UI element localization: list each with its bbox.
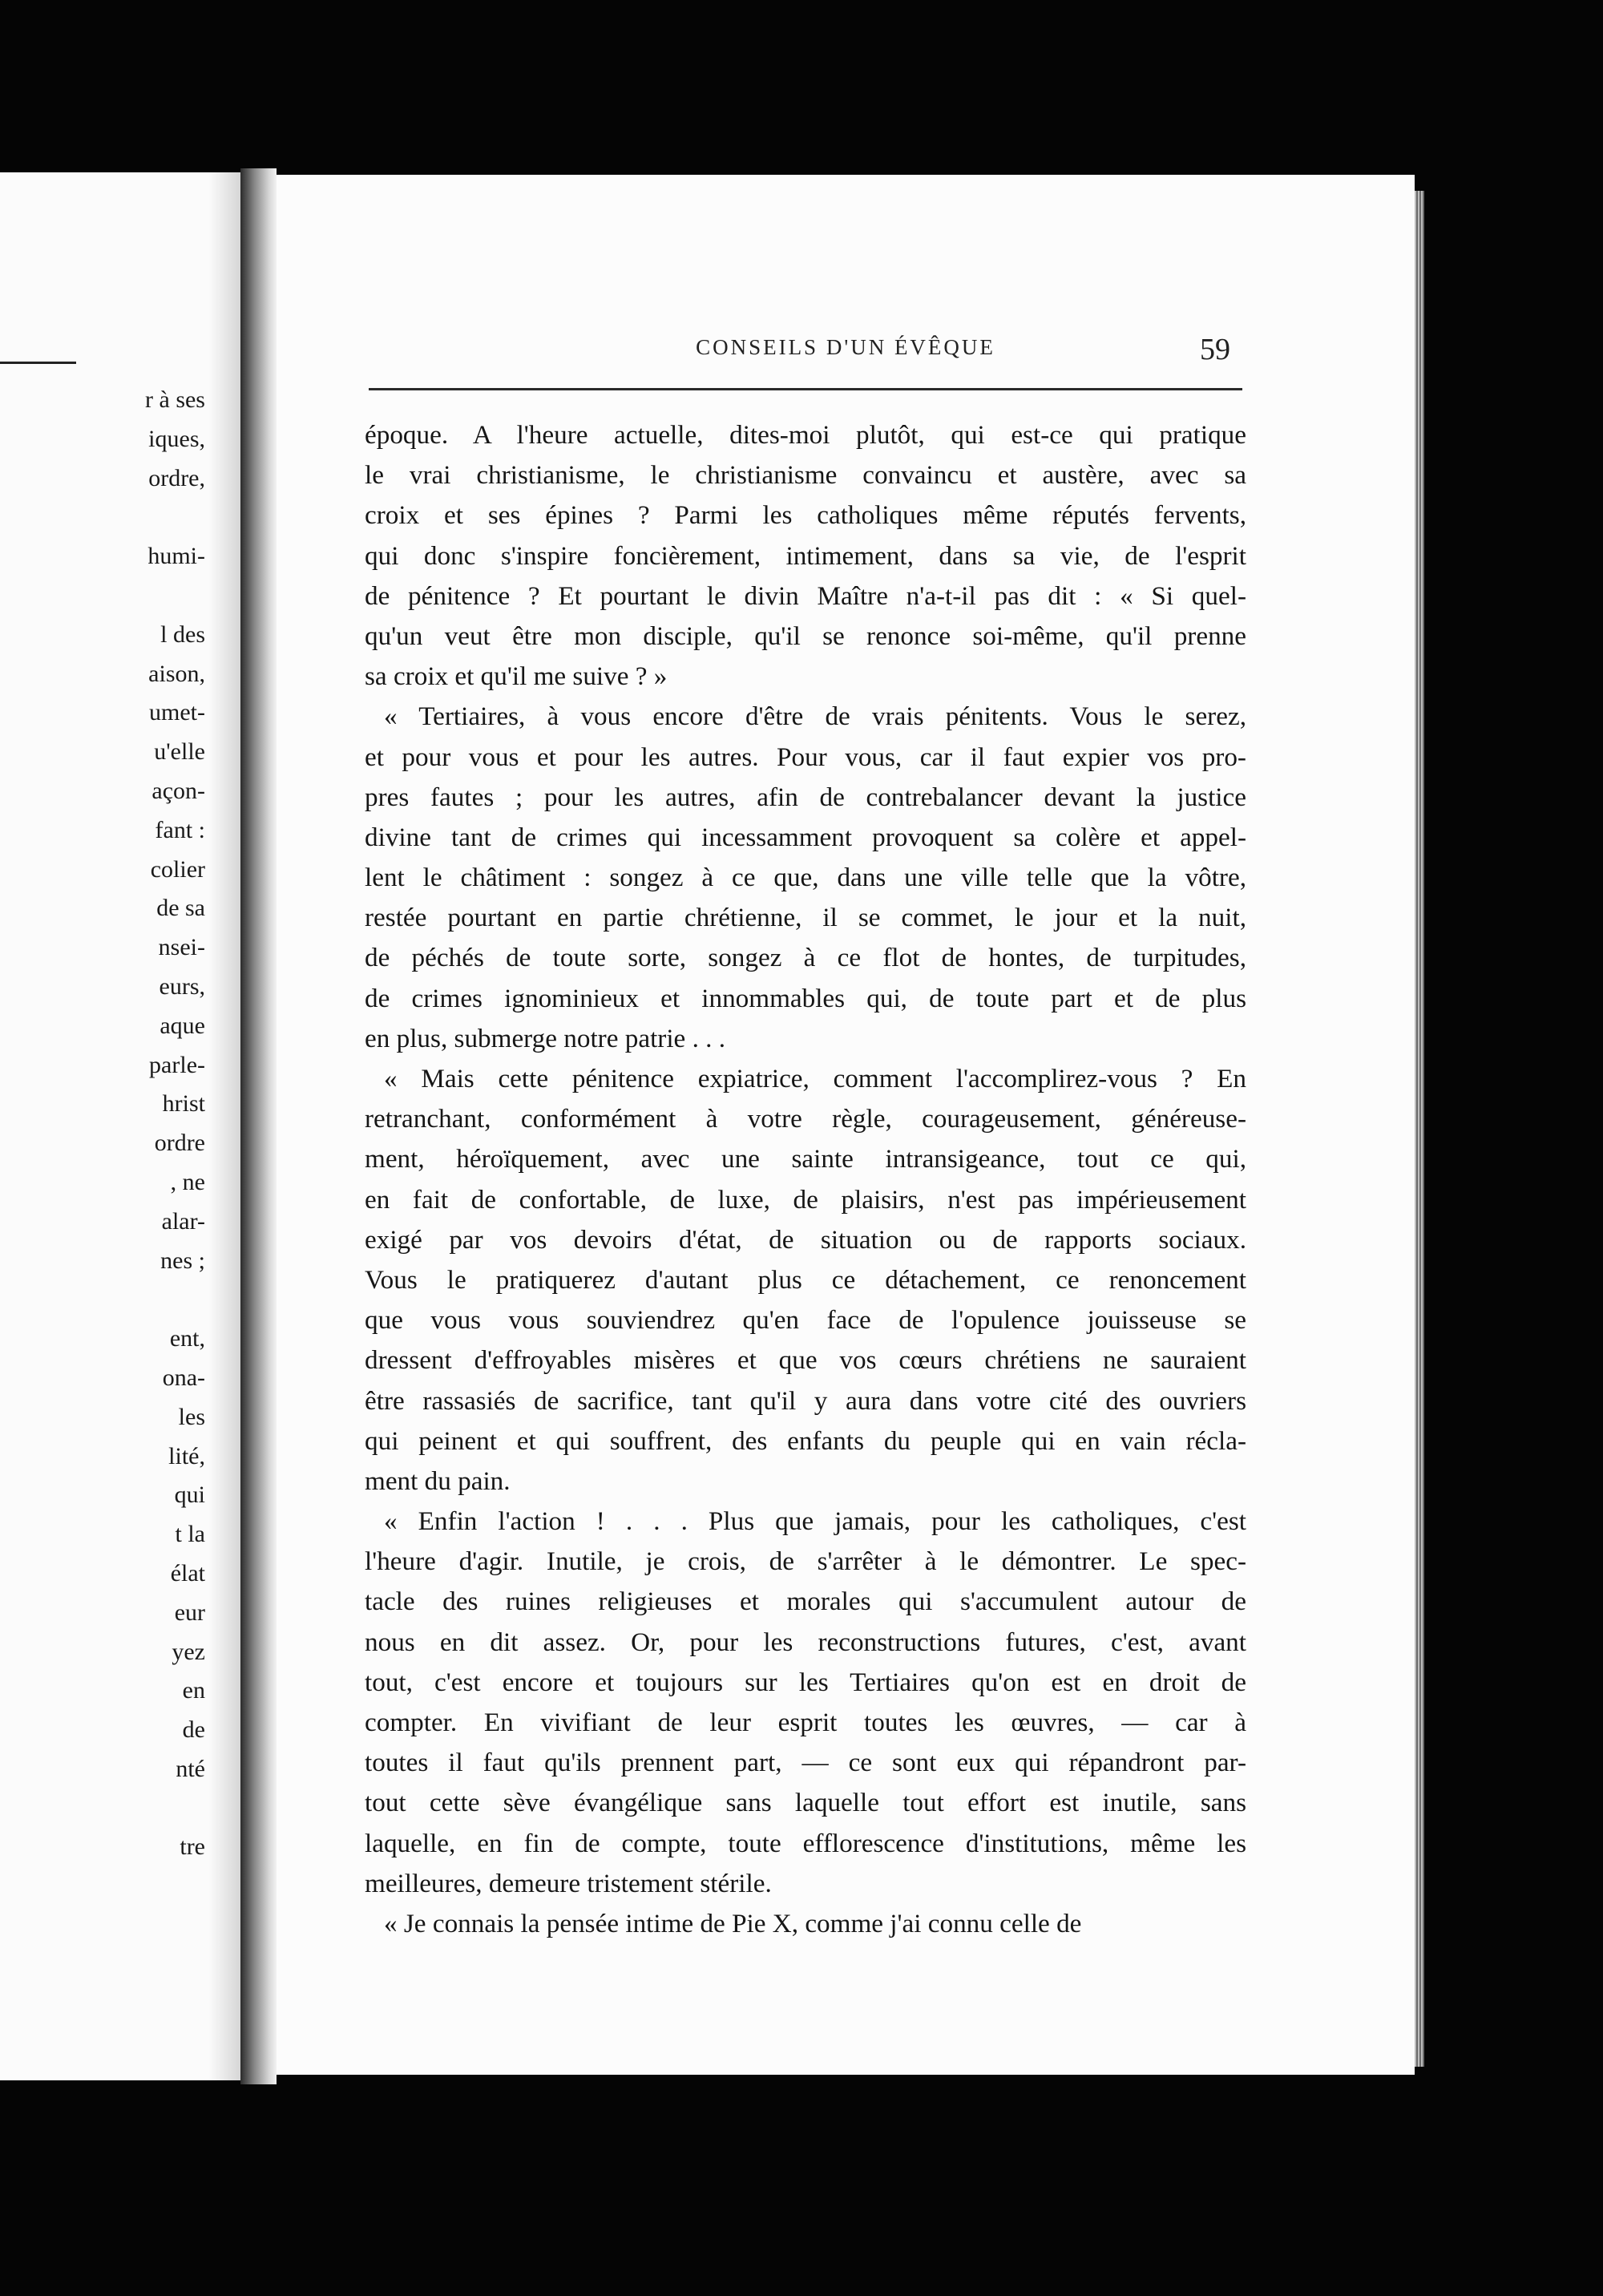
text-line: laquelle, en fin de compte, toute efflorescence d'institutions, même les: [365, 1828, 1246, 1858]
header-rule: [369, 388, 1242, 390]
text-line: nous en dit assez. Or, pour les reconstructions futures, c'est, avant: [365, 1627, 1246, 1657]
left-text-fragment: nté: [176, 1755, 205, 1782]
page-edge: [1415, 191, 1424, 2067]
text-line: exigé par vos devoirs d'état, de situation ou de rapports sociaux.: [365, 1224, 1246, 1255]
left-text-fragment: de sa: [156, 895, 205, 922]
left-text-fragment: en: [182, 1677, 205, 1704]
left-text-fragment: les: [178, 1403, 205, 1430]
left-text-fragment: [117, 1280, 205, 1320]
left-text-fragment: nes ;: [160, 1247, 205, 1274]
right-page: [277, 175, 1415, 2075]
text-line: retranchant, conformément à votre règle, courageusement, généreuse-: [365, 1104, 1246, 1134]
left-text-fragment: nsei-: [158, 934, 205, 961]
left-text-fragment: eurs,: [159, 972, 205, 1000]
left-text-fragment: tre: [180, 1833, 205, 1861]
text-line: en plus, submerge notre patrie . . .: [365, 1023, 726, 1053]
text-line: tout, c'est encore et toujours sur les Tertiaires qu'on est en droit de: [365, 1667, 1246, 1697]
text-line: ment du pain.: [365, 1465, 511, 1496]
running-head: CONSEILS D'UN ÉVÊQUE: [696, 335, 995, 359]
text-line: compter. En vivifiant de leur esprit toutes les œuvres, — car à: [365, 1708, 1246, 1737]
left-text-fragment: açon-: [151, 777, 205, 804]
left-text-fragment: [117, 1789, 205, 1829]
left-text-fragment: lité,: [168, 1442, 205, 1469]
text-line: restée pourtant en partie chrétienne, il se commet, le jour et la nuit,: [365, 903, 1246, 933]
text-line: en fait de confortable, de luxe, de plaisirs, n'est pas impérieusement: [365, 1184, 1246, 1215]
left-text-fragment: iques,: [148, 425, 205, 452]
text-line: « Mais cette pénitence expiatrice, comment l'accomplirez-vous ? En: [384, 1064, 1246, 1093]
left-text-fragment: ent,: [169, 1325, 205, 1352]
text-line: lent le châtiment : songez à ce que, dans une ville telle que la vôtre,: [365, 863, 1246, 893]
text-line: le vrai christianisme, le christianisme convaincu et austère, avec sa: [365, 460, 1246, 491]
text-line: croix et ses épines ? Parmi les catholiques même réputés fervents,: [365, 500, 1246, 531]
left-text-fragment: parle-: [149, 1051, 205, 1078]
text-line: meilleures, demeure tristement stérile.: [365, 1868, 772, 1898]
text-line: de crimes ignominieux et innommables qui, de toute part et de plus: [365, 983, 1246, 1013]
left-text-fragment: ordre: [154, 1130, 205, 1157]
left-text-fragment: alar-: [161, 1207, 205, 1235]
text-line: sa croix et qu'il me suive ? »: [365, 661, 668, 692]
left-text-fragment: humi-: [147, 543, 205, 570]
left-text-fragment: r à ses: [145, 386, 205, 413]
text-line: de pénitence ? Et pourtant le divin Maître n'a-t-il pas dit : « Si quel-: [365, 580, 1246, 611]
left-text-fragment: yez: [172, 1638, 205, 1665]
left-text-fragment: de: [182, 1716, 205, 1744]
left-text-fragment: qui: [174, 1481, 205, 1509]
text-line: « Enfin l'action ! . . . Plus que jamais, pour les catholiques, c'est: [384, 1506, 1246, 1537]
left-text-fragment: , ne: [170, 1168, 205, 1195]
body-text: [365, 415, 1246, 1944]
text-line: que vous vous souviendrez qu'en face de l'opulence jouisseuse se: [365, 1305, 1246, 1336]
text-line: qu'un veut être mon disciple, qu'il se renonce soi-même, qu'il prenne: [365, 620, 1246, 651]
text-line: l'heure d'agir. Inutile, je crois, de s'arrêter à le démontrer. Le spec-: [365, 1546, 1246, 1577]
text-line: tacle des ruines religieuses et morales qui s'accumulent autour de: [365, 1587, 1246, 1617]
text-line: tout cette sève évangélique sans laquelle tout effort est inutile, sans: [365, 1788, 1246, 1818]
page-number: 59: [1200, 333, 1230, 366]
text-line: toutes il faut qu'ils prennent part, — ce sont eux qui répandront par-: [365, 1748, 1246, 1778]
left-text-fragment: aison,: [148, 660, 205, 687]
text-line: Vous le pratiquerez d'autant plus ce détachement, ce renoncement: [365, 1264, 1246, 1295]
text-line: et pour vous et pour les autres. Pour vous, car il faut expier vos pro-: [365, 742, 1246, 772]
left-text-fragment: [117, 498, 205, 537]
text-line: « Je connais la pensée intime de Pie X, comme j'ai connu celle de: [384, 1908, 1082, 1938]
text-line: qui donc s'inspire foncièrement, intimement, dans sa vie, de l'esprit: [365, 540, 1246, 571]
left-text-fragment: colier: [150, 855, 205, 883]
text-line: dressent d'effroyables misères et que vos cœurs chrétiens ne sauraient: [365, 1345, 1246, 1376]
left-text-fragment: u'elle: [154, 738, 205, 766]
left-text-fragment: eur: [174, 1599, 205, 1626]
left-text-fragment: hrist: [162, 1090, 205, 1118]
left-text-fragment: t la: [175, 1521, 205, 1548]
text-line: « Tertiaires, à vous encore d'être de vrais pénitents. Vous le serez,: [384, 701, 1246, 732]
text-line: époque. A l'heure actuelle, dites-moi plutôt, qui est-ce qui pratique: [365, 420, 1246, 450]
book-gutter: [240, 168, 277, 2084]
text-line: qui peinent et qui souffrent, des enfants du peuple qui en vain récla-: [365, 1425, 1246, 1456]
left-text-fragment: ordre,: [148, 464, 205, 491]
left-text-fragment: [117, 576, 205, 616]
left-text-fragment: ona-: [162, 1364, 205, 1391]
left-page-text: [117, 381, 205, 1867]
left-page-rule: [0, 362, 76, 364]
left-text-fragment: élat: [170, 1559, 205, 1587]
text-line: divine tant de crimes qui incessamment provoquent sa colère et appel-: [365, 822, 1246, 852]
text-line: être rassasiés de sacrifice, tant qu'il y aura dans votre cité des ouvriers: [365, 1385, 1246, 1416]
left-text-fragment: l des: [160, 620, 205, 648]
left-text-fragment: umet-: [149, 699, 205, 726]
left-text-fragment: aque: [159, 1012, 205, 1039]
left-page: [0, 172, 240, 2080]
text-line: ment, héroïquement, avec une sainte intransigeance, tout ce qui,: [365, 1144, 1246, 1174]
text-line: de péchés de toute sorte, songez à ce flot de hontes, de turpitudes,: [365, 943, 1246, 973]
text-line: pres fautes ; pour les autres, afin de contrebalancer devant la justice: [365, 782, 1246, 812]
left-text-fragment: fant :: [155, 816, 205, 843]
